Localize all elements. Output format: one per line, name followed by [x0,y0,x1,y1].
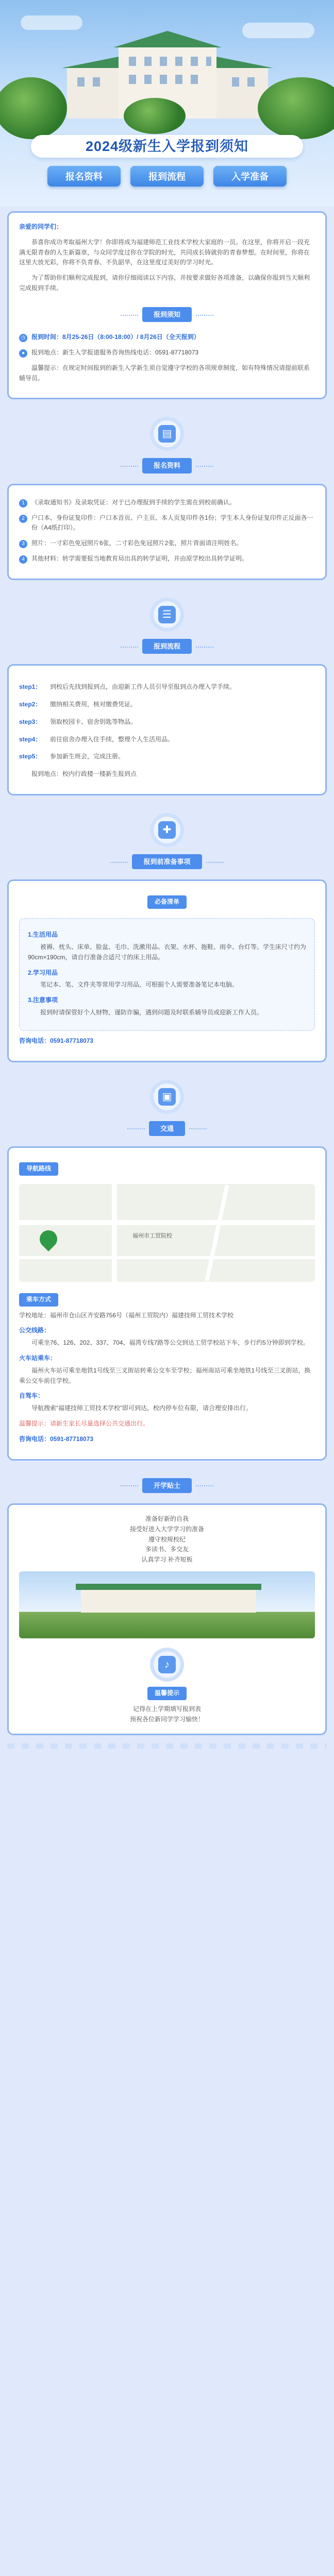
notice-line: 记得在上学期填写报到表 [132,1705,201,1713]
flow-step: step1： 到校后先找到报到点，由迎新工作人员引导至报到点办理入学手续。 [19,683,236,691]
clock-icon: ◷ [19,334,27,342]
prepare-section-head [0,795,334,879]
flow-footer: 报到地点：校内行政楼一楼新生报到点 [31,770,137,778]
section-title-traffic: 交通 [149,1121,185,1136]
doc-item-icon: 4 [19,555,27,564]
train-info: 福州火车站可乘坐地铁1号线至三叉街站转乘公交车至学校；福州南站可乘坐地铁1号线至三叉街站，换乘公交车前往学校。 [19,1366,311,1384]
flow-step: step3： 领取校园卡、宿舍钥匙等物品。 [19,718,137,725]
bus-title: 公交线路： [19,1327,51,1334]
prepare-item-title: 1.生活用品 [28,931,58,939]
self-drive-info: 导航搜索“福建技师工贸技术学校”即可到达，校内停车位有限，请合理安排出行。 [31,1404,252,1412]
prepare-button[interactable]: 入学准备 [213,166,287,187]
self-drive-title: 自驾车： [19,1392,44,1400]
flow-section-head [0,580,334,664]
doc-item: 其他材料：转学需要报当地教育局出具的转学证明，并由原学校出具转学证明。 [31,555,248,563]
train-title: 火车站乘车： [19,1354,57,1362]
prepare-panel-title: 必备清单 [147,895,187,909]
bag-icon: ✚ [158,821,176,839]
school-address: 学校地址：福州市仓山区齐安路756号（福州工贸院内）福建技师工贸技术学校 [19,1311,234,1319]
campus-photo [19,1571,315,1638]
document-icon: ▤ [158,425,176,443]
notice-badge [150,1648,184,1682]
notice-line: 预祝各位新同学学习愉快！ [129,1715,204,1723]
doc-item-icon: 2 [19,515,27,523]
traffic-contact: 咨询电话：0591-87718073 [19,1435,94,1443]
docs-section-head [0,399,334,483]
docs-badge [150,417,184,451]
prepare-contact: 咨询电话：0591-87718073 [19,1037,94,1044]
tip-line: 准备好新的自我 [145,1515,189,1523]
hero-banner [0,0,334,206]
traffic-card [7,1146,327,1461]
doc-item-icon: 3 [19,540,27,548]
tip-line: 认真学习 补齐短板 [141,1556,193,1564]
route-title: 乘车方式 [19,1293,58,1307]
doc-item: 户口本、身份证复印件：户口本首页、户主页、本人页复印件各1份；学生本人身份证复印件正反面各一份（A4纸打印）。 [31,514,313,532]
section-title-tips: 开学贴士 [142,1478,192,1493]
tips-section-head [0,1461,334,1503]
place-label: 报到地点：新生入学报道服务咨询热线电话：0591-87718073 [31,349,199,357]
prepare-badge [150,813,184,847]
flow-card [7,664,327,795]
flow-badge [150,598,184,632]
map-pin-icon [36,1227,61,1251]
section-title-prepare: 报到前准备事项 [132,854,202,869]
campus-map[interactable] [19,1184,315,1282]
prepare-item-title: 2.学习用品 [28,969,58,976]
prepare-item-title: 3.注意事项 [28,996,58,1004]
bell-icon: ♪ [158,1656,176,1673]
flow-step: step5： 参加新生班会，完成注册。 [19,753,125,760]
date-label: 报到时间：8月25-26日（8:00-18:00）/ 8月26日（全天报到） [31,333,200,341]
section-tag-time: 报到须知 [142,307,192,322]
tips-card [7,1503,327,1735]
flow-step: step2： 缴纳相关费用，核对缴费凭证。 [19,701,137,708]
docs-button[interactable]: 报名资料 [47,166,121,187]
tip-line: 接受好进入大学学习的准备 [129,1525,204,1533]
traffic-section-head [0,1062,334,1146]
docs-card [7,484,327,580]
hero-button-group [47,166,287,187]
welcome-card [7,211,327,399]
tip-line: 多读书、多交友 [145,1546,189,1553]
prepare-item-body: 报到时请保管好个人财物，谨防诈骗，遇到问题及时联系辅导员或迎新工作人员。 [40,1009,263,1016]
clipboard-icon: ☰ [158,606,176,623]
doc-item: 《录取通知书》及录取凭证：对于已办理报到手续的学生需在到校前确认。 [31,498,236,506]
flow-button[interactable]: 报到流程 [130,166,204,187]
footer-stripe [7,1743,327,1749]
prepare-panel [19,918,315,1031]
traffic-tip: 温馨提示：请新生家长尽量选择公共交通出行。 [19,1420,149,1428]
greeting: 亲爱的同学们： [19,223,63,230]
notice-title: 温馨提示 [147,1687,187,1700]
welcome-paragraph: 恭喜你成功考取福州大学！你即将成为福建师范工业技术学校大家庭的一员。在这里，你将开启一段充满无限青春的人生新篇章，与众同学度过你在学院的时光，共同成长铸就你的青春梦想。在时间里，你将在这里大放光彩，你将不负青春、不负韶华，在这里度过美好的学习时光。 [19,238,310,266]
doc-item: 照片：一寸彩色免冠照片6张，二寸彩色免冠照片2张，照片背面请注明姓名。 [31,539,243,547]
flow-step: step4： 前往宿舍办理入住手续，整理个人生活用品。 [19,735,174,743]
bus-icon: ▣ [158,1088,176,1106]
doc-item-icon: 1 [19,499,27,507]
section-title-docs: 报名资料 [142,458,192,473]
section-title-flow: 报到流程 [142,639,192,654]
map-place: 福州市工贸院校 [132,1232,172,1239]
prepare-card [7,879,327,1062]
prepare-item-body: 被褥、枕头、床单、脸盆、毛巾、洗漱用品、衣架、水杯、拖鞋、雨伞、台灯等。学生床尺寸约为90cm×190cm，请自行准备合适尺寸的床上用品。 [28,943,307,961]
welcome-paragraph: 为了帮助你们顺利完成报到，请你仔细阅读以下内容，并按要求做好各项准备，以确保你报到当天顺利完成报到手续。 [19,274,310,292]
bus-info: 可乘坐76、126、202、337、704、福湾专线7路等公交到达工贸学校站下车，步行约5分钟即到学校。 [31,1339,309,1347]
map-label: 导航路线 [19,1162,58,1176]
traffic-badge [150,1080,184,1114]
page-title: 2024级新生入学报到须知 [31,135,303,158]
tip-line: 遵守校规校纪 [148,1535,186,1543]
prepare-item-body: 笔记本、笔、文件夹等常用学习用品，可根据个人需要准备笔记本电脑。 [40,981,239,989]
location-icon: ● [19,349,27,358]
welcome-note: 温馨提示：在规定时间报到的新生入学新生须自觉遵守学校的各项规章制度，如有特殊情况请提前联系辅导员。 [19,364,310,382]
